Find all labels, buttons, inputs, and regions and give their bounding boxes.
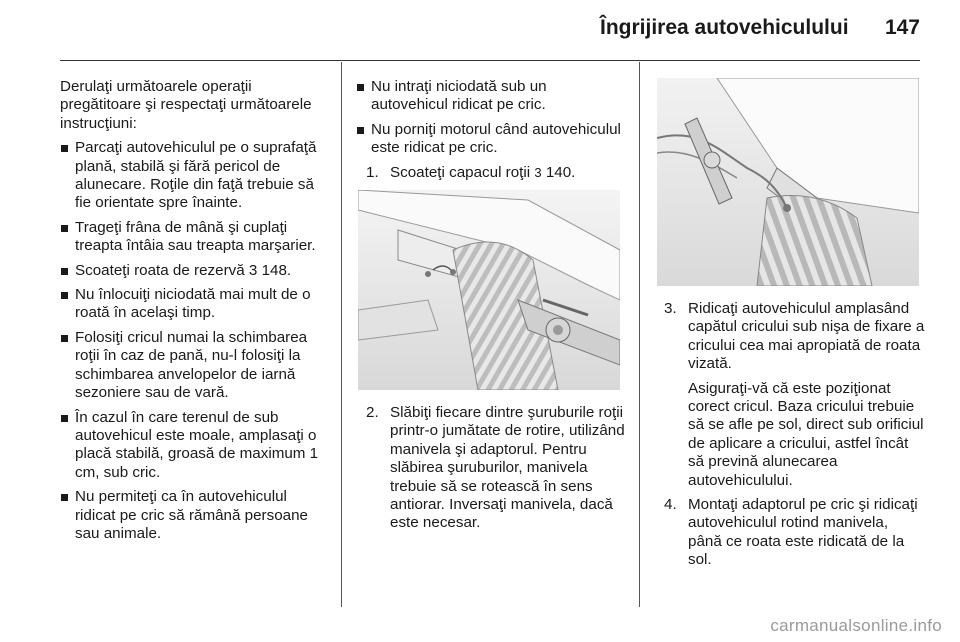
- column-divider-2: [639, 62, 640, 607]
- step-1-text: Scoateţi capacul roţii: [390, 163, 531, 181]
- list-item: Nu înlocuiţi niciodată mai mult de o roată în acelaşi timp.: [60, 286, 330, 323]
- precaution-list: [60, 139, 330, 543]
- list-item: Trageţi frâna de mână şi cuplaţi treapta întâia sau treapta marşarier.: [60, 219, 330, 256]
- step-3-note: Asiguraţi-vă că este poziţionat corect cricul. Baza cricului trebuie să se afle pe sol, direct sub orificiul de aplicare a cricului, astfel încât să prevină alunecarea autovehiculului.: [688, 379, 924, 489]
- step-3: [664, 300, 926, 490]
- list-item: Parcaţi autovehiculul pe o suprafaţă plană, stabilă şi fără pericol de alunecare. Roţile din faţă trebuie să fie orientate spre înainte.: [60, 139, 330, 213]
- step-number: 1.: [366, 163, 379, 181]
- page-reference-arrow-icon: 3: [534, 164, 542, 180]
- step-list-2: [366, 404, 626, 533]
- list-item: Scoateţi roata de rezervă 3 148.: [60, 262, 330, 280]
- jack-position-illustration: [657, 78, 919, 286]
- step-number: 2.: [366, 404, 379, 421]
- header-rule: [60, 60, 920, 61]
- list-item: Folosiţi cricul numai la schimbarea roţii în caz de pană, nu-l folosiţi la schimbarea anvelopelor de iarnă sezoniere sau de vară.: [60, 329, 330, 403]
- column-1: [60, 78, 330, 549]
- step-list-1: [356, 164, 624, 182]
- list-item: În cazul în care terenul de sub autovehicul este moale, amplasaţi o placă stabilă, groasă de maximum 1 cm, sub cric.: [60, 409, 330, 483]
- page-header-title: Îngrijirea autovehiculului: [600, 16, 849, 39]
- step-4: [664, 496, 926, 570]
- warning-list: [356, 78, 624, 158]
- column-divider-1: [341, 62, 342, 607]
- step-number: 4.: [664, 496, 677, 514]
- step-2-text: Slăbiţi fiecare dintre şuruburile roţii printr-o jumătate de rotire, utilizând manivela şi adaptorul. Pentru slăbirea şuruburilor, manivela trebuie să se rotească în sens antiorar. Inversaţi manivela, dacă este necesar.: [390, 404, 625, 532]
- step-2: [366, 404, 626, 533]
- step-list-3: [664, 300, 926, 570]
- list-item: Nu permiteţi ca în autovehiculul ridicat pe cric să rămână persoane sau animale.: [60, 488, 330, 543]
- column-2: [356, 78, 624, 188]
- step-1-page-ref: 140.: [545, 163, 576, 181]
- step-1: [366, 164, 624, 182]
- step-3-text: Ridicaţi autovehiculul amplasând capătul cricului sub nişa de fixare a cricului cea mai apropiată de roata vizată.: [688, 300, 925, 373]
- column-2-step-2: [366, 404, 626, 539]
- wheel-bolts-illustration: [358, 190, 620, 390]
- watermark-text: carmanualsonline.info: [770, 616, 942, 635]
- list-item: Nu porniţi motorul când autovehiculul este ridicat pe cric.: [356, 121, 624, 158]
- intro-paragraph: Derulaţi următoarele operaţii pregătitoare şi respectaţi următoarele instrucţiuni:: [60, 78, 312, 132]
- step-4-text: Montaţi adaptorul pe cric şi ridicaţi autovehiculul rotind manivela, până ce roata este ridicată de la sol.: [688, 496, 918, 569]
- column-3: [664, 300, 926, 576]
- page-number: 147: [884, 16, 920, 39]
- list-item: Nu intraţi niciodată sub un autovehicul ridicat pe cric.: [356, 78, 624, 115]
- step-number: 3.: [664, 300, 677, 317]
